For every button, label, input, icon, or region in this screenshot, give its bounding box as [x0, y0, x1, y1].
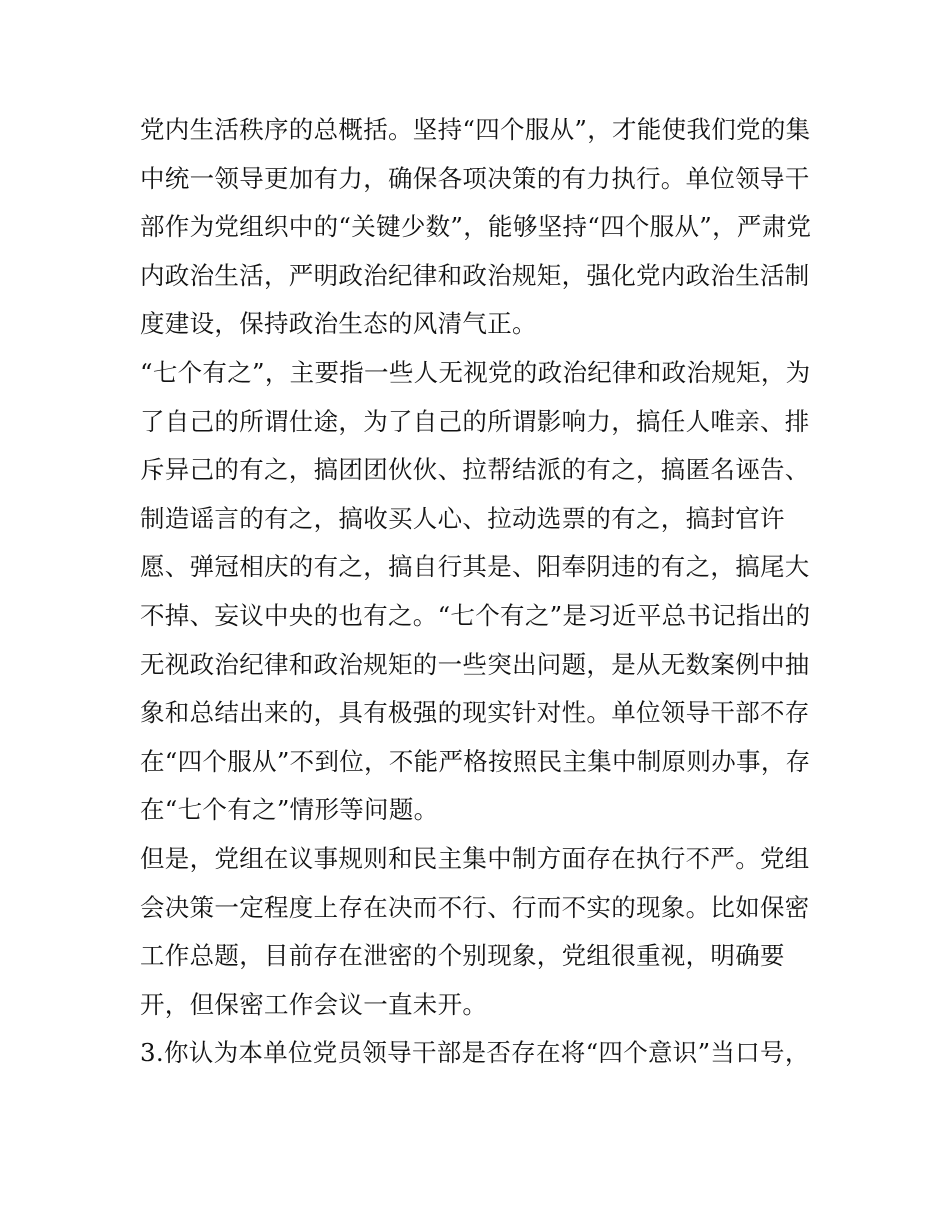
- text-line: 度建设，保持政治生态的风清气正。: [140, 309, 537, 339]
- text-line: 在“四个服从”不到位，不能严格按照民主集中制原则办事，存: [140, 746, 811, 776]
- text-line: 在“七个有之”情形等问题。: [140, 795, 439, 825]
- text-line: 但是，党组在议事规则和民主集中制方面存在执行不严。党组: [140, 843, 810, 873]
- text-line: 3.你认为本单位党员领导干部是否存在将“四个意识”当口号，: [140, 1038, 810, 1068]
- text-line: 中统一领导更加有力，确保各项决策的有力执行。单位领导干: [140, 163, 810, 193]
- text-line: 无视政治纪律和政治规矩的一些突出问题，是从无数案例中抽: [140, 649, 810, 679]
- text-line: 制造谣言的有之，搞收买人心、拉动选票的有之，搞封官许: [140, 503, 785, 533]
- paragraph-seven-phenomena: [140, 349, 812, 835]
- text-line: 不掉、妄议中央的也有之。“七个有之”是习近平总书记指出的: [140, 600, 811, 630]
- document-body: [140, 106, 812, 1078]
- text-line: 象和总结出来的，具有极强的现实针对性。单位领导干部不存: [140, 698, 810, 728]
- text-line: 党内生活秩序的总概括。坚持“四个服从”，才能使我们党的集: [140, 115, 811, 144]
- text-line: 愿、弹冠相庆的有之，搞自行其是、阳奉阴违的有之，搞尾大: [140, 552, 810, 582]
- text-line: 内政治生活，严明政治纪律和政治规矩，强化党内政治生活制: [140, 260, 810, 290]
- text-line: “七个有之”，主要指一些人无视党的政治纪律和政治规矩，为: [140, 357, 811, 387]
- paragraph-party-group-issues: [140, 835, 812, 1029]
- paragraph-four-obediences: [140, 106, 812, 349]
- question-three: [140, 1029, 812, 1078]
- text-line: 开，但保密工作会议一直未开。: [140, 989, 488, 1019]
- text-line: 了自己的所谓仕途，为了自己的所谓影响力，搞任人唯亲、排: [140, 406, 810, 436]
- text-line: 会决策一定程度上存在决而不行、行而不实的现象。比如保密: [140, 892, 810, 922]
- text-line: 部作为党组织中的“关键少数”，能够坚持“四个服从”，严肃党: [140, 212, 812, 242]
- text-line: 工作总题，目前存在泄密的个别现象，党组很重视，明确要: [140, 941, 785, 971]
- text-line: 斥异己的有之，搞团团伙伙、拉帮结派的有之，搞匿名诬告、: [140, 455, 810, 485]
